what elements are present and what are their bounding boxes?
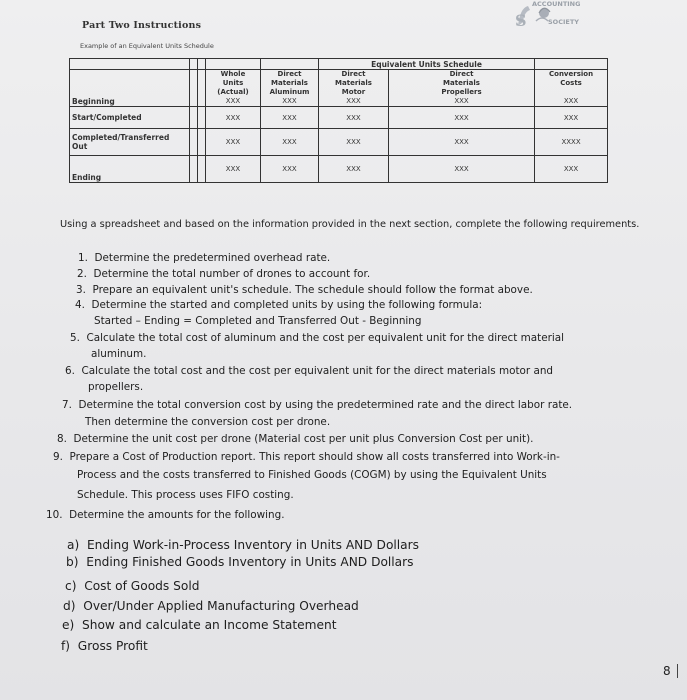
- list-item: 7. Determine the total conversion cost by using the predetermined rate and the direct labor rate.: [62, 399, 573, 411]
- table-row: [70, 107, 608, 129]
- table-cell: XXX: [261, 129, 319, 156]
- table-caption: Example of an Equivalent Units Schedule: [80, 42, 214, 50]
- page-title: Part Two Instructions: [82, 20, 202, 31]
- page-number: 8: [663, 664, 671, 678]
- table-cell: XXX: [261, 107, 319, 129]
- list-item: 3. Prepare an equivalent unit's schedule. The schedule should follow the format above.: [76, 284, 533, 296]
- list-item: 5. Calculate the total cost of aluminum and the cost per equivalent unit for the direct material: [70, 332, 565, 344]
- table-cell: XXX: [389, 129, 535, 156]
- svg-text:S: S: [515, 11, 527, 30]
- group-header: Equivalent Units Schedule: [319, 59, 535, 70]
- list-item: 4. Determine the started and completed units by using the following formula:: [75, 299, 483, 311]
- list-item: 10. Determine the amounts for the following.: [46, 509, 285, 521]
- table-cell: XXX: [389, 107, 535, 129]
- intro-paragraph: Using a spreadsheet and based on the information provided in the next section, complete the following requirements.: [60, 219, 640, 230]
- table-cell: XXX: [206, 107, 261, 129]
- accounting-society-logo: [512, 0, 584, 30]
- svg-text:SOCIETY: SOCIETY: [548, 18, 579, 26]
- table-cell: XXX: [535, 107, 608, 129]
- table-row: [70, 70, 608, 107]
- column-header-conversion: Conversion Costs XXX: [535, 70, 608, 107]
- table-row: [70, 156, 608, 183]
- row-label: Completed/Transferred Out: [70, 129, 190, 156]
- table-cell: XXX: [206, 156, 261, 183]
- list-item-continuation: aluminum.: [91, 348, 147, 360]
- sub-item: a) Ending Work-in-Process Inventory in Units AND Dollars: [67, 538, 419, 552]
- table-cell: XXX: [261, 156, 319, 183]
- table-cell: XXX: [319, 156, 389, 183]
- table-cell: XXXX: [535, 129, 608, 156]
- list-item-continuation: Process and the costs transferred to Finished Goods (COGM) by using the Equivalent Units: [77, 469, 547, 481]
- sub-item: b) Ending Finished Goods Inventory in Units AND Dollars: [66, 555, 414, 569]
- table-top-row: [70, 59, 608, 70]
- table-cell: XXX: [319, 129, 389, 156]
- table-row: [70, 129, 608, 156]
- column-header-motor: Direct Materials Motor XXX: [319, 70, 389, 107]
- sub-item: e) Show and calculate an Income Statement: [62, 618, 337, 632]
- sub-item: c) Cost of Goods Sold: [65, 579, 200, 593]
- svg-text:ACCOUNTING: ACCOUNTING: [532, 0, 581, 8]
- list-item: 6. Calculate the total cost and the cost per equivalent unit for the direct materials motor and: [65, 365, 553, 377]
- list-item: 2. Determine the total number of drones to account for.: [77, 268, 371, 280]
- list-item: 1. Determine the predetermined overhead rate.: [78, 252, 331, 264]
- list-item-continuation: propellers.: [88, 381, 144, 393]
- column-header-whole-units: Whole Units (Actual) XXX: [206, 70, 261, 107]
- list-item-continuation: Then determine the conversion cost per drone.: [85, 416, 331, 428]
- list-item-continuation: Schedule. This process uses FIFO costing.: [77, 489, 294, 501]
- list-item: 9. Prepare a Cost of Production report. This report should show all costs transferred into Work-in-: [53, 451, 560, 463]
- table-cell: XXX: [389, 156, 535, 183]
- sub-item: d) Over/Under Applied Manufacturing Overhead: [63, 599, 359, 613]
- row-label: Beginning: [70, 70, 190, 107]
- column-header-aluminum: Direct Materials Aluminum XXX: [261, 70, 319, 107]
- equivalent-units-schedule-table: [69, 58, 608, 183]
- column-header-propellers: Direct Materials Propellers XXX: [389, 70, 535, 107]
- table-cell: XXX: [535, 156, 608, 183]
- row-label: Ending: [70, 156, 190, 183]
- row-label: Start/Completed: [70, 107, 190, 129]
- table-cell: XXX: [206, 129, 261, 156]
- list-item: 8. Determine the unit cost per drone (Material cost per unit plus Conversion Cost per unit).: [57, 433, 534, 445]
- page-number-divider: [677, 664, 678, 678]
- table-cell: XXX: [319, 107, 389, 129]
- formula-line: Started – Ending = Completed and Transferred Out - Beginning: [94, 315, 422, 327]
- sub-item: f) Gross Profit: [61, 639, 148, 653]
